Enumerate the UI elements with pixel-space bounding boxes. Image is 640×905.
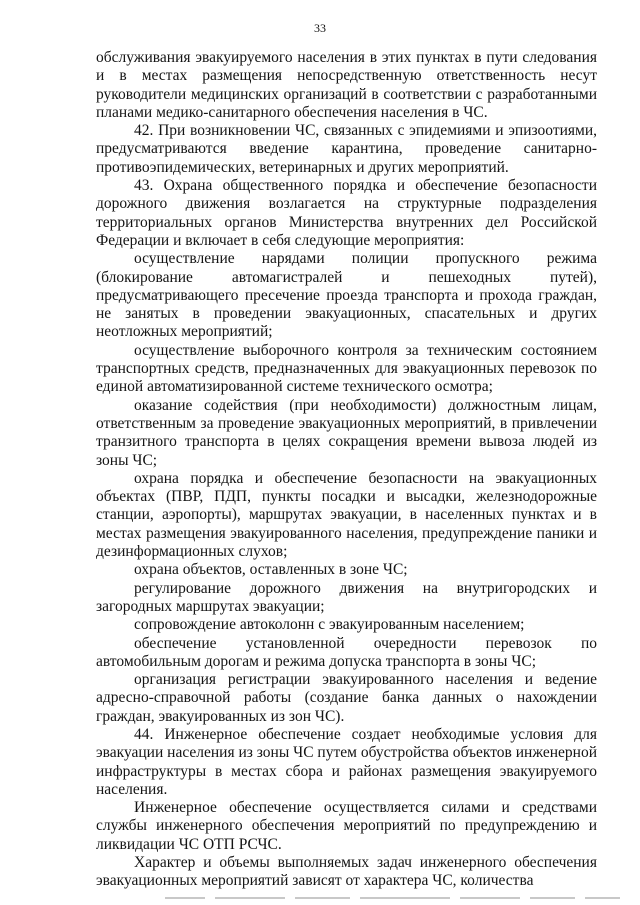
paragraph-convoy-escort: сопровождение автоколонн с эвакуированным населением;	[134, 616, 525, 634]
paragraph-technical-inspection: осуществление выборочного контроля за техническим состоянием транспортных средств, предназначенных для эвакуационных перевозок по единой автоматизированной системе технического осмотра;	[96, 341, 597, 396]
paragraph-order-protection: охрана порядка и обеспечение безопасности на эвакуационных объектах (ПВР, ПДП, пункты посадки и высадки, железнодорожные станции, аэропорты), маршрутах эвакуации, в населенных пунктах и в местах размещения эвакуированного населения, предупреждение паники и дезинформационных слухов;	[96, 469, 597, 561]
paragraph-engineering-scope: Характер и объемы выполняемых задач инженерного обеспечения эвакуационных мероприятий зависят от характера ЧС, количества	[96, 854, 597, 890]
page-number: 33	[314, 21, 326, 35]
paragraph-objects-protection: охрана объектов, оставленных в зоне ЧС;	[134, 561, 408, 579]
paragraph-transit-assistance: оказание содействия (при необходимости) должностным лицам, ответственным за проведение эвакуационных мероприятий, в привлечении транзитного транспорта в целях сокращения времени вывоза людей из зоны ЧС;	[96, 396, 597, 469]
paragraph-engineering-forces: Инженерное обеспечение осуществляется силами и средствами службы инженерного обеспечения мероприятий по предупреждению и ликвидации ЧС ОТП РСЧС.	[96, 799, 597, 853]
paragraph-traffic-regulation: регулирование дорожного движения на внутригородских и загородных маршрутах эвакуации;	[96, 579, 597, 615]
paragraph-continuation: обслуживания эвакуируемого населения в этих пунктах в пути следования и в местах размещения непосредственную ответственность несут руководители медицинских организаций в соответствии с разработанными планами медико-санитарного обеспечения населения в ЧС.	[96, 49, 597, 121]
paragraph-item-43: 43. Охрана общественного порядка и обеспечение безопасности дорожного движения возлагается на структурные подразделения территориальных органов Министерства внутренних дел Российской Федерации и включает в себя следующие мероприятия:	[96, 177, 597, 249]
paragraph-item-44: 44. Инженерное обеспечение создает необходимые условия для эвакуации населения из зоны ЧС путем обустройства объектов инженерной инфраструктуры в местах сбора и районах размещения эвакуируемого населения.	[96, 725, 597, 798]
paragraph-passes-regime: осуществление нарядами полиции пропускного режима (блокирование автомагистралей и пешеходных путей), предусматривающего пресечение проезда транспорта и прохода граждан, не занятых в проведении эвакуационных, спасательных и других неотложных мероприятий;	[96, 250, 597, 341]
paragraph-item-42: 42. При возникновении ЧС, связанных с эпидемиями и эпизоотиями, предусматриваются введение карантина, проведение санитарно-противоэпидемических, ветеринарных и других мероприятий.	[96, 122, 597, 176]
next-page-bleed-trace	[165, 893, 620, 902]
document-body	[96, 49, 597, 891]
paragraph-transport-priority: обеспечение установленной очередности перевозок по автомобильным дорогам и режима допуска транспорта в зоны ЧС;	[96, 634, 597, 670]
paragraph-registration: организация регистрации эвакуированного населения и ведение адресно-справочной работы (создание банка данных о нахождении граждан, эвакуированных из зон ЧС).	[96, 671, 597, 725]
